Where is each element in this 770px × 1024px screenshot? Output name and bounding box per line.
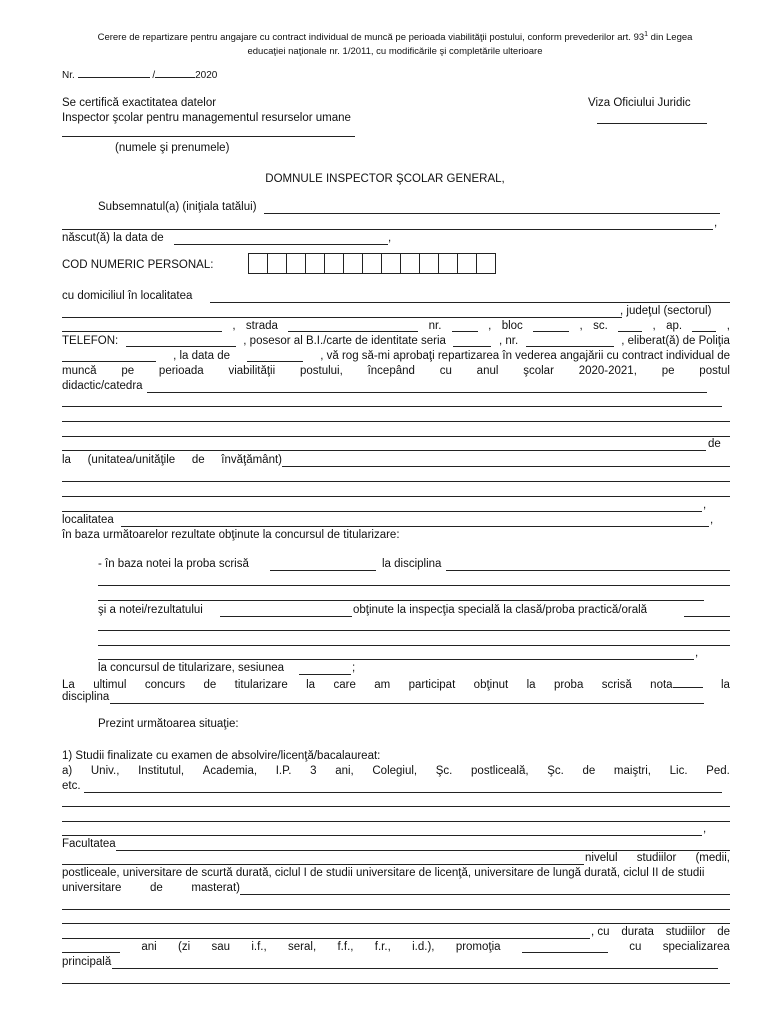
locality-field[interactable] <box>210 302 730 303</box>
word: seral, <box>288 941 317 953</box>
cnp-digit-box[interactable] <box>343 253 363 274</box>
word: (medii, <box>695 852 730 864</box>
word: perioada <box>158 365 204 377</box>
nota-inspectie-field[interactable] <box>220 616 352 617</box>
nota-field[interactable] <box>673 676 703 688</box>
nota-scrisa-field[interactable] <box>270 570 376 571</box>
viza-signature-line[interactable] <box>597 123 707 124</box>
word: f.f., <box>337 941 354 953</box>
street-field[interactable] <box>288 320 418 332</box>
cnp-digit-box[interactable] <box>324 253 344 274</box>
word: Univ., <box>90 765 120 777</box>
comma-6: , <box>652 320 656 332</box>
word: f.r., <box>374 941 391 953</box>
county-field[interactable] <box>62 320 222 332</box>
word: Ped. <box>706 765 730 777</box>
obtinute-line-4[interactable] <box>98 659 694 660</box>
la-disciplina-label: la disciplina <box>382 558 442 570</box>
address-row <box>62 320 730 332</box>
word: scrisă <box>601 679 632 691</box>
cnp-digit-box[interactable] <box>419 253 439 274</box>
word: ani, <box>335 765 354 777</box>
word: la <box>306 679 316 691</box>
facultatea-field[interactable] <box>116 850 730 851</box>
studii-heading: 1) Studii finalizate cu examen de absolvire/licenţă/bacalaureat: <box>62 750 381 762</box>
registration-number <box>62 66 217 81</box>
word: şcolar <box>523 365 554 377</box>
catedra-line-5[interactable] <box>62 450 706 451</box>
nr-date-field[interactable] <box>155 66 195 78</box>
nr-field[interactable] <box>78 66 150 78</box>
si-a-notei-label: şi a notei/rezultatului <box>98 604 203 616</box>
sc-field[interactable] <box>618 320 642 332</box>
word: i.f., <box>251 941 267 953</box>
word: ani <box>141 941 157 953</box>
word: cu <box>629 941 642 953</box>
word: cu <box>439 365 452 377</box>
postliceale-text: postliceale, universitare de scurtă durată, ciclul I de studii universitare de licenţă, universitare de lungă durată, ciclul II de studii <box>62 867 705 879</box>
comma-4: , <box>488 320 492 332</box>
word: 2020-2021, <box>578 365 637 377</box>
word: participat <box>408 679 456 691</box>
bloc-label: bloc <box>501 320 523 332</box>
la-end-label: la <box>720 679 730 691</box>
word: Colegiul, <box>372 765 418 777</box>
unitatea-field[interactable] <box>282 466 730 467</box>
header-line1: Cerere de repartizare pentru angajare cu contract individual de muncă pe perioada viabilităţii postului, conform prevederilor art. 93 <box>97 32 645 44</box>
word: la <box>526 679 536 691</box>
cnp-digit-box[interactable] <box>476 253 496 274</box>
telefon-label: TELEFON: <box>62 335 119 347</box>
word: I.P. <box>275 765 292 777</box>
comma-5: , <box>579 320 583 332</box>
obtinute-line-2[interactable] <box>98 630 730 631</box>
police-field[interactable] <box>62 350 156 362</box>
catedra-line-3[interactable] <box>62 421 730 422</box>
word: Şc. <box>547 765 564 777</box>
street-number-field[interactable] <box>452 320 478 332</box>
facultatea-label: Facultatea <box>62 838 116 850</box>
word: postliceală, <box>471 765 529 777</box>
word: pe <box>661 365 675 377</box>
obtinute-label: obţinute la inspecţia specială la clasă/proba practică/orală <box>353 604 648 616</box>
word: specializarea <box>662 941 730 953</box>
document-header <box>60 28 730 59</box>
word: Academia, <box>202 765 258 777</box>
word: studiilor <box>665 926 706 938</box>
unitatea-line-3[interactable] <box>62 496 730 497</box>
comma-10: , <box>695 647 699 659</box>
cnp-boxes <box>249 253 496 274</box>
nivel-studii-line-3[interactable] <box>62 923 730 924</box>
cnp-digit-box[interactable] <box>381 253 401 274</box>
nr-label: Nr. <box>62 70 75 81</box>
subsemnatul-label: Subsemnatul(a) (iniţiala tatălui) <box>98 201 257 213</box>
word: durata <box>621 926 654 938</box>
word: (zi <box>178 941 191 953</box>
certify-label: Se certifică exactitatea datelor <box>62 97 217 109</box>
word: începând <box>367 365 415 377</box>
obtinute-line-3[interactable] <box>98 645 730 646</box>
word: promoţia <box>455 941 501 953</box>
obtinute-field[interactable] <box>684 616 730 617</box>
cnp-digit-box[interactable] <box>438 253 458 274</box>
word: 3 <box>310 765 317 777</box>
specializare-field[interactable] <box>112 968 718 969</box>
prezint-label: Prezint următoarea situaţie: <box>98 718 239 730</box>
cnp-digit-box[interactable] <box>305 253 325 274</box>
ap-label: ap. <box>666 320 683 332</box>
cnp-label: COD NUMERIC PERSONAL: <box>62 259 214 271</box>
catedra-field[interactable] <box>147 392 707 393</box>
ultimul-row <box>62 676 730 691</box>
cnp-digit-box[interactable] <box>267 253 287 274</box>
cnp-digit-box[interactable] <box>286 253 306 274</box>
word: viabilităţii <box>228 365 276 377</box>
promotia-field[interactable] <box>522 941 608 953</box>
comma-11: , <box>703 823 707 835</box>
judetul-label: , judeţul (sectorul) <box>620 305 712 317</box>
word: universitare <box>62 882 122 894</box>
word: de <box>191 454 205 466</box>
nr-label-2: nr. <box>428 320 442 332</box>
domiciliu-label: cu domiciliul în localitatea <box>62 290 193 302</box>
nivel-studii-line-4[interactable] <box>62 938 590 939</box>
comma-1: , <box>714 217 718 229</box>
cnp-digit-box[interactable] <box>400 253 420 274</box>
univ-master-label <box>62 882 240 894</box>
sesiunea-field[interactable] <box>299 674 351 675</box>
institution-line-3[interactable] <box>62 821 730 822</box>
word: i.d.), <box>412 941 435 953</box>
word: La <box>62 679 75 691</box>
telefon-field[interactable] <box>126 335 236 347</box>
word: (unitatea/unităţile <box>87 454 176 466</box>
institution-line-2[interactable] <box>62 806 730 807</box>
unitatea-label <box>62 454 282 466</box>
word: de <box>203 679 217 691</box>
word: Şc. <box>435 765 453 777</box>
ani-row <box>62 941 730 953</box>
va-rog-label: , vă rog să-mi aprobaţi repartizarea în vederea angajării cu contract individual de <box>320 350 730 362</box>
munca-row <box>62 365 730 377</box>
word: , cu <box>591 926 610 938</box>
word: pe <box>121 365 135 377</box>
ultima-disciplina-field[interactable] <box>110 703 704 704</box>
name-field-continued[interactable] <box>62 229 713 230</box>
comma-7: , <box>726 320 730 332</box>
nr-year: 2020 <box>195 70 218 81</box>
nr-label-3: , nr. <box>499 335 519 347</box>
word: la <box>62 454 71 466</box>
issue-date-row <box>62 350 730 362</box>
la-data-label: , la data de <box>173 350 231 362</box>
viza-label: Viza Oficiului Juridic <box>588 97 691 109</box>
comma-2: , <box>388 232 392 244</box>
sesiunea-label: la concursul de titularizare, sesiunea <box>98 662 285 674</box>
disciplina-line-3[interactable] <box>98 600 704 601</box>
word: de <box>582 765 596 777</box>
nr-separator: / <box>152 70 156 81</box>
telefon-row <box>62 335 730 347</box>
inspector-name-line[interactable] <box>62 136 355 137</box>
locality-field-continued[interactable] <box>62 317 622 318</box>
id-number-field[interactable] <box>526 335 614 347</box>
nota-scrisa-label: - în baza notei la proba scrisă <box>98 558 249 570</box>
localitatea-label: localitatea <box>62 514 114 526</box>
durata-field[interactable] <box>62 941 120 953</box>
institution-line-4[interactable] <box>62 835 702 836</box>
word: studiilor <box>636 852 677 864</box>
strada-label: strada <box>245 320 278 332</box>
word: care <box>333 679 356 691</box>
issue-date-field[interactable] <box>247 350 303 362</box>
birth-date-field[interactable] <box>174 244 388 245</box>
unitatea-line-4[interactable] <box>62 511 702 512</box>
word: învăţământ) <box>221 454 282 466</box>
comma-9: , <box>710 514 714 526</box>
inspector-label: Inspector şcolar pentru managementul resurselor umane <box>62 112 351 124</box>
nascut-label: născut(ă) la data de <box>62 232 164 244</box>
word: concurs <box>144 679 186 691</box>
bloc-field[interactable] <box>533 320 569 332</box>
sc-label: sc. <box>593 320 608 332</box>
etc-label: etc. <box>62 780 81 792</box>
word: Lic. <box>669 765 688 777</box>
word: proba <box>553 679 584 691</box>
cnp-digit-box[interactable] <box>457 253 477 274</box>
word: nivelul <box>585 852 618 864</box>
principala-label: principală <box>62 956 112 968</box>
cnp-digit-box[interactable] <box>248 253 268 274</box>
semicolon: ; <box>352 662 356 674</box>
institution-field[interactable] <box>84 792 722 793</box>
word: am <box>374 679 391 691</box>
nivelul-label <box>585 852 730 864</box>
nota-label: nota <box>650 679 673 691</box>
word: de <box>150 882 163 894</box>
word: ultimul <box>93 679 127 691</box>
word: a) <box>62 765 73 777</box>
comma-3: , <box>232 320 236 332</box>
localitatea-field[interactable] <box>121 526 709 527</box>
posesor-label: , posesor al B.I./carte de identitate seria <box>243 335 446 347</box>
word: de <box>717 926 730 938</box>
catedra-line-4[interactable] <box>62 436 730 437</box>
header-sup: 1 <box>644 31 649 38</box>
nivel-studii-line-2[interactable] <box>62 909 730 910</box>
word: titularizare <box>234 679 288 691</box>
page-title: DOMNULE INSPECTOR ŞCOLAR GENERAL, <box>265 173 505 185</box>
facultatea-line-2[interactable] <box>62 864 584 865</box>
didactic-label: didactic/catedra <box>62 380 143 392</box>
disciplina-label: disciplina <box>62 691 110 703</box>
disciplina-line-2[interactable] <box>98 585 730 586</box>
word: postului, <box>299 365 343 377</box>
eliberat-label: , eliberat(ă) de Poliţia <box>621 335 730 347</box>
word: muncă <box>62 365 97 377</box>
word: maiştri, <box>613 765 651 777</box>
comma-8: , <box>703 499 707 511</box>
name-field[interactable] <box>264 213 720 214</box>
word: obţinut <box>473 679 509 691</box>
in-baza-label: în baza următoarelor rezultate obţinute la concursul de titularizare: <box>62 529 400 541</box>
word: sau <box>211 941 231 953</box>
durata-label <box>591 926 730 938</box>
specializare-line-2[interactable] <box>62 983 730 984</box>
header-line1-end: din Legea <box>648 32 693 44</box>
unitatea-line-2[interactable] <box>62 481 730 482</box>
ap-field[interactable] <box>692 320 716 332</box>
word: postul <box>699 365 730 377</box>
de-label: de <box>708 438 721 450</box>
catedra-line-2[interactable] <box>62 406 722 407</box>
id-series-field[interactable] <box>453 335 491 347</box>
nivel-studii-field[interactable] <box>240 894 730 895</box>
header-line2: educaţiei naţionale nr. 1/2011, cu modificările şi completările ulterioare <box>247 46 543 58</box>
disciplina-field[interactable] <box>446 570 730 571</box>
word: masterat) <box>191 882 240 894</box>
word: Institutul, <box>138 765 185 777</box>
univ-row <box>62 765 730 777</box>
word: anul <box>476 365 499 377</box>
name-caption: (numele şi prenumele) <box>115 142 230 154</box>
cnp-digit-box[interactable] <box>362 253 382 274</box>
